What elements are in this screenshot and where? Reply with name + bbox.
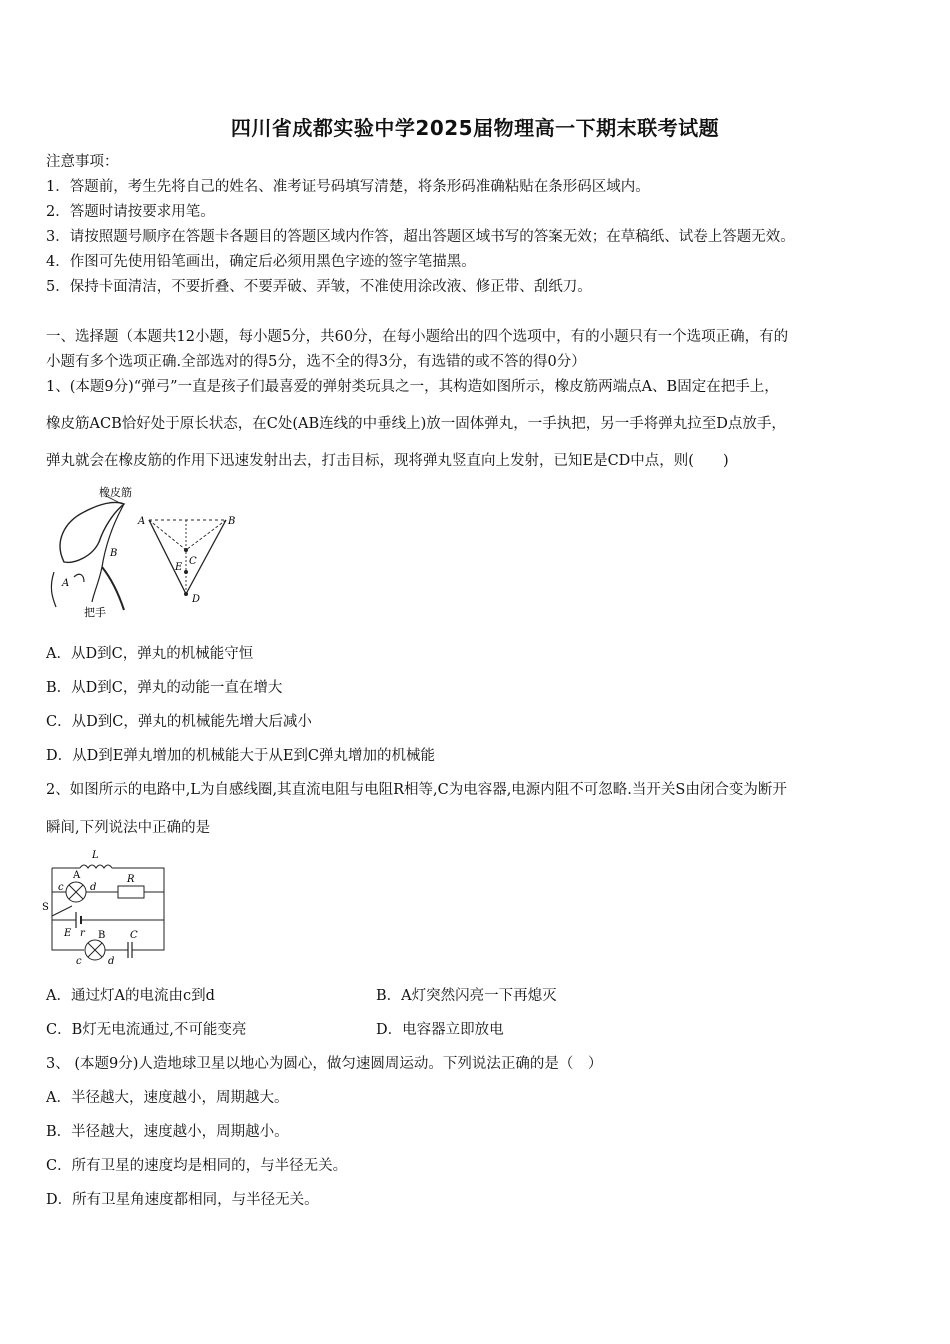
handle-label: 把手 — [84, 606, 106, 619]
label-internal-resistance: r — [80, 928, 85, 939]
label-lamp-b: B — [98, 930, 106, 941]
q3-option-d: D．所有卫星角速度都相同，与半径无关。 — [46, 1192, 319, 1208]
q2-option-b: B．A灯突然闪亮一下再熄灭 — [376, 988, 557, 1004]
q1-option-c: C．从D到C，弹丸的机械能先增大后减小 — [46, 714, 312, 730]
label-point-c: C — [189, 556, 197, 567]
circuit-figure — [40, 846, 170, 970]
section-heading-line2: 小题有多个选项正确.全部选对的得5分，选不全的得3分，有选错的或不答的得0分） — [46, 354, 586, 370]
label-resistor: R — [127, 874, 135, 885]
page-title: 四川省成都实验中学2025届物理高一下期末联考试题 — [230, 116, 720, 140]
q1-stem-line1: 1、(本题9分)“弹弓”一直是孩子们最喜爱的弹射类玩具之一，其构造如图所示，橡皮筋两端点A、B固定在把手上， — [46, 379, 779, 395]
label-d-bottom: d — [108, 956, 115, 967]
q2-stem-line2: 瞬间,下列说法中正确的是 — [46, 820, 211, 836]
notice-item: 1．答题前，考生先将自己的姓名、准考证号码填写清楚，将条形码准确粘贴在条形码区域内。 — [46, 179, 650, 195]
q3-option-c: C．所有卫星的速度均是相同的，与半径无关。 — [46, 1158, 348, 1174]
q2-stem-line1: 2、如图所示的电路中,L为自感线圈,其直流电阻与电阻R相等,C为电容器,电源内阻不可忽略.当开关S由闭合变为断开 — [46, 782, 787, 798]
rubber-band-label: 橡皮筋 — [99, 486, 132, 499]
q3-stem: 3、 (本题9分)人造地球卫星以地心为圆心，做匀速圆周运动。下列说法正确的是（ ） — [46, 1056, 603, 1072]
label-d-top: d — [90, 882, 97, 893]
label-emf: E — [64, 928, 72, 939]
q2-option-d: D．电容器立即放电 — [376, 1022, 504, 1038]
notice-item: 5．保持卡面清洁，不要折叠、不要弄破、弄皱，不准使用涂改液、修正带、刮纸刀。 — [46, 279, 592, 295]
q2-option-c: C．B灯无电流通过,不可能变亮 — [46, 1022, 247, 1038]
section-heading-line1: 一、选择题（本题共12小题，每小题5分，共60分，在每小题给出的四个选项中，有的小题只有一个选项正确，有的 — [46, 329, 789, 345]
q1-stem-line2: 橡皮筋ACB恰好处于原长状态，在C处(AB连线的中垂线上)放一固体弹丸，一手执把，另一手将弹丸拉至D点放手， — [46, 416, 786, 432]
q3-option-a: A．半径越大，速度越小，周期越大。 — [46, 1090, 289, 1106]
label-point-b: B — [228, 516, 236, 527]
q1-stem-line3: 弹丸就会在橡皮筋的作用下迅速发射出去，打击目标，现将弹丸竖直向上发射，已知E是CD中点，则( ) — [46, 453, 729, 469]
label-point-b-left: B — [110, 548, 118, 559]
q1-option-d: D．从D到E弹丸增加的机械能大于从E到C弹丸增加的机械能 — [46, 748, 436, 764]
label-point-a-left: A — [62, 578, 70, 589]
q3-option-b: B．半径越大，速度越小，周期越小。 — [46, 1124, 289, 1140]
label-capacitor: C — [130, 930, 138, 941]
label-switch: S — [42, 902, 49, 913]
notice-item: 4．作图可先使用铅笔画出，确定后必须用黑色字迹的签字笔描黑。 — [46, 254, 476, 270]
label-point-d: D — [192, 594, 201, 605]
q2-option-a: A．通过灯A的电流由c到d — [46, 988, 215, 1004]
label-c-top: c — [58, 882, 64, 893]
label-point-e: E — [175, 562, 183, 573]
notice-item: 3．请按照题号顺序在答题卡各题目的答题区域内作答，超出答题区域书写的答案无效；在草稿纸、试卷上答题无效。 — [46, 229, 795, 245]
q1-option-a: A．从D到C，弹丸的机械能守恒 — [46, 646, 254, 662]
label-c-bottom: c — [76, 956, 82, 967]
notice-item: 2．答题时请按要求用笔。 — [46, 204, 215, 220]
label-lamp-a: A — [73, 870, 81, 881]
label-inductor: L — [92, 850, 99, 861]
slingshot-figure — [44, 482, 244, 622]
notice-heading: 注意事项： — [46, 154, 119, 170]
label-point-a: A — [138, 516, 146, 527]
q1-option-b: B．从D到C，弹丸的动能一直在增大 — [46, 680, 283, 696]
